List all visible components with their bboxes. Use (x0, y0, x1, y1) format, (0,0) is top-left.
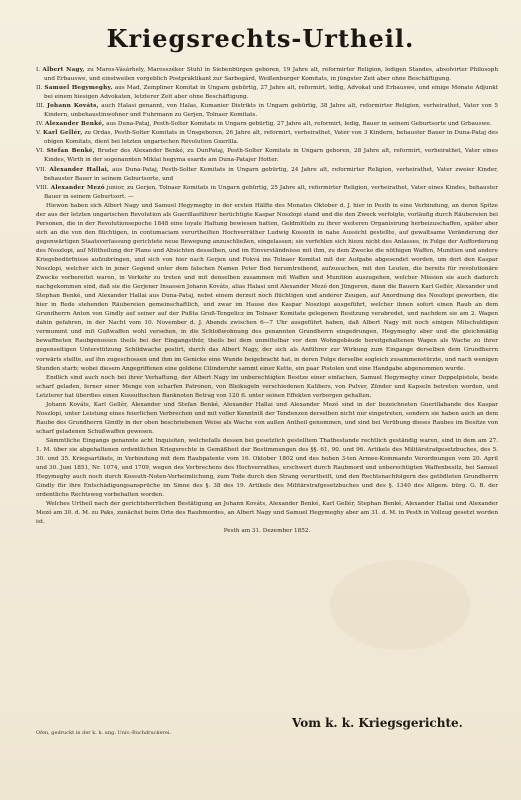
document-title: Kriegsrechts-Urtheil. (106, 24, 415, 53)
verdict-paragraph: Sämmtliche Eingangs genannte acht Inquisiten, welchefalls dessen bei gesetzlich gestelltem Thatbestande rechtlich geständig waren, sind in dem am 27. 1. M. über sie abgehaltenen ordentlichen Kriegsrechte in Gemäßheit der Bestimmungen des §§. 61, 90. und 96. Artikels des Militärstrafgesetzbuches, des 5. 30. und 35. Kriegsartikels, in Verbindung mit dem Raubpatente vom 16. Oktober 1802 und des hohen 3-ten Armee-Kommando Verordnungen vom 20. April und 30. Juni 1851, Nr. 1074, und 1709, wegen des Verbrechens des Hochverrathes, erschwert durch Raubmord und unberechtigten Waffenbesitz, bei Samuel Hegymeghy auch noch durch Kossuth-Noten-Verheimlichung, zum Tode durch den Strang verurtheilt, und den Rechtsnachfolgern des getödteten Grundherrn Gindly für ihre Entschädigungsansprüche im Sinne des §. 38 des 19. Artikels des Militärstrafgesetzbuches und des §. 1340 des Allgem. bürg. G. B. der ordentliche Rechtsweg vorbehalten worden. (36, 437, 498, 499)
defendant-entry-4 (36, 120, 498, 129)
entry-number: VIII. (36, 184, 49, 191)
defendant-name: Alexander Benké, (44, 121, 105, 128)
entry-number: IV. (36, 121, 44, 128)
printer-imprint: Ofen, gedruckt in der k. k. ung. Univ.-Buchdruckerei. (36, 730, 172, 736)
defendant-entry-1 (36, 66, 498, 84)
defendant-details: zu Maros-Vásárhely, Marosszéker Stuhl in Siebenbürgen geboren, 19 Jahre alt, reformirter Religion, ledigen Standes, absolvirter Philosoph und Erbauswe, und einstweilen vorgeblich Postpraktikant zur Sarbogárd, Weißenburger Komitats, in jüngster Zeit aber ohne Beschäftigung. (44, 67, 498, 83)
defendant-entry-3 (36, 102, 498, 120)
entry-number: VI. (36, 148, 45, 155)
defendant-details: zu Ordas, Pesth-Solter Komitats in Unsgeboren, 26 Jahre alt, reformirt, verheirathet, Vater von 3 Kindern, behauster Bauer in Duna-Pataj des obigen Komitats, dient bei letzten ungarischen Revolution Guerilla. (44, 130, 499, 146)
defendant-name: Albert Nagy, (42, 67, 85, 73)
defendant-details: aus Mad, Zempliner Komitat in Ungarn gebürtig, 27 Jahre alt, reformirt, ledig, Advokat und Erbauswe, und einige Monate Adjunkt bei einem hiesigen Advokaten, letzterer Zeit aber ohne Beschäftigung. (44, 85, 498, 101)
defendant-name: Johann Kováts, (47, 103, 99, 110)
defendant-name: Karl Gellér, (42, 130, 83, 137)
defendant-details: aus Duna-Pataj, Pesth-Solter Komitats in Ungarn gebürtig, 27 Jahre alt, reformirt, ledig, Bauer in seinem Geburtsorte und Grbauswe. (106, 121, 492, 128)
defendant-entry-6 (36, 147, 498, 165)
entry-number: V. (36, 130, 41, 137)
verdict-paragraph: Johann Kováts, Karl Gellér, Alexander und Stefan Benké, Alexander Hallai und Alexander Mezó sind in der bezeichneten Guerillabande des Kaspar Noszlopi, unter Leistung eines feierlichen Verbrechen und mit voller Kenntniß der Tendenzen derselben nicht nur eingetreten, sondern sie haben auch an dem Raube des Grundherrn Gindly in der oben beschriebenen Weise als Wache von außen Antheil genommen, und sind bei Verübung dieses Raubes im Besitze von scharf geladenen Schußwaffen gewesen. (36, 401, 498, 435)
verdict-paragraph: Hiewon haben sich Albert Nagy und Samuel Hegymeghy in der ersten Hälfte des Monates Oktober d. J. hier in Pesth in eine Verbindung, an deren Spitze der aus der letzten ungarischen Revolution als Guerillasführer berüchtigte Kaspar Noszlopi stand und die den Zweck verfolgte, vorläufig durch Räubereien bei Personen, die in der Revolutionsepoche 1848 eine loyale Haltung bewiesen hatten, Geldmitteln zu ihrer weiteren Organisirung herbeizuschaffen, später aber sich an die von den flüchtigen, in contumaciam verurtheilten Hochverräther Ludwig Kossuth in nahe Aussicht gestellte, auf gewaltsame Veränderung der gegenwärtigen Staatsverfassung gerichtete neue Bewegung anzuschließen, eingelassen; sie verfehlen sich hiezu nicht des Anlasses, in Folge der Aufforderung des Noszlopi, auf Mittheilung der Plane und Absichten desselben, und im Einverständnisse mit ihm, zu dem Zwecke die nöthigen Waffen, Munition und andere Kriegsbedürfnisse aufzubringen, und sich von hier nach Gerjen und Fokvá ins Tolnaer Komitat mit der Aufgabe abgesendet worden, um dort den Kaspar Noszlopi, welcher sich in jener Gegend unter dem falschen Namen Peter Bod herumtreibend, aufzusuchen, mit den Leuten, die bereits für revolutionäre Zwecke vorbereitet waren, in Verkehr zu treten und mit denselben zusammen mit Waffen und Munition auszugehen, welcher Mission sie auch dadurch nachgekommen sind, daß sie die Gerjener Insassen Johann Kováts, alias Halasi und Alexander Mezó den Jüngeren, dann die Bauern Karl Gellér, Alexander und Stephan Benké, und Alexander Hallai aus Duna-Pataj, nebst einem derzeit noch flüchtigen und anderer Zeugen, auf Anordnung des Noszlopi geworben, die hier in Rede stehenden Räubereien gemeinschaftlich, und zwar im Hause des Kaspar Noszlopi ausgeführt, welcher ihnen sofort einen Raub an dem Grundherrn Anton von Gindly auf seiner auf der Pußta Groß-Tengelicz im Tolnaer Komitate gelegenen Besitzung verabredet, und nachdem sie am 2. Wagen dahin gefahren, in der Nacht vom 10. November d. J. Abends zwischen 6—7 Uhr ausgeführt haben, daß Albert Nagy mit noch einigen Mitschuldigen vermummt und mit Gußwaffen wohl versehen, in die Schloßwohnung des genannten Grundherrn eingedrungen, Hegymeghy aber und die gleichmäßig bewaffneten Raubgenossen theils bei der Eingangsthür, theils bei dem unmittelbar vor dem Wohngebäude bereitgehaltenen Wagen als Wache zu ihrer gegenseitigen Unterstützung Schildwache postirt, durch das Albert Nagy, der sich als Anführer zur Wirkung zum Eingange derselben dem Grundherrn vorwärts stellte, auf ihn zugeschossen und ihm im Genicke eine Wunde beigebracht hat, in deren Folge derselbe sogleich zusammenstürzte, und nach wenigen Stunden starb; wobei diesem Angegriffenen eine goldene Cilinderuhr sammt einer Kette, ein paar Pistolen und eine Handgabe abgenommen wurde. (36, 202, 498, 372)
defendant-details: junior, zu Gerjen, Tolnaer Komitats in Ungarn gebürtig, 25 Jahre alt, reformirter Religion, verheirathet, Vater eines Kindes, behauster Bauer in seinem Geburtsort. — (44, 184, 498, 200)
defendant-details: aus Duna-Pataj, Pesth-Solter Komitats in Ungarn gebürtig, 24 Jahre alt, reformirter Religion, verheirathet, Vater zweier Kinder, behauster Bauer in seinem Geburtsorte, und (44, 166, 499, 182)
entry-number: II. (36, 85, 43, 92)
defendant-name: Samuel Hegymeghy, (44, 85, 113, 92)
defendant-name: Stefan Benké, (46, 148, 95, 155)
place-date: Pesth am 31. Dezember 1852. (223, 528, 311, 535)
entry-number: III. (36, 103, 45, 110)
verdict-paragraph: Endlich sind auch noch bei ihrer Verhaftung, der Albert Nagy im unberechtigten Besitze einer einfachen, Samuel Hegymeghy einer Doppelpistole, beide scharf geladen, ferner einer Menge von scharfen Patronen, von Bleikugeln verschiedenen Kalibers, von Pulver, Zünder und Kapseln betreten worden, und Letzterer hat überdies einen Kossuthschen Banknoten Betrag von 120 fl. unter seinen Effekten verborgen gehalten. (36, 374, 498, 399)
defendant-name: Alexander Mezó (50, 184, 105, 191)
defendant-details: auch Halasi genannt, von Halas, Kumanier Distrikts in Ungarn gebürtig, 38 Jahre alt, reformirter Religion, verheirathet, Vater von 5 Kindern, unbehaustinwohner und Fuhrmann zu Gerjen, Tolnaer Komitats. (44, 103, 498, 119)
entry-number: VII. (36, 166, 47, 173)
document-body (36, 66, 498, 536)
defendant-name: Alexander Hallai, (49, 166, 110, 173)
entry-number: I. (36, 67, 41, 73)
defendant-entry-7 (36, 166, 498, 184)
verdict-paragraph: Welches Urtheil nach der gerichtsherrlichen Bestätigung an Johann Kováts, Alexander Benké, Karl Gellér, Stephan Benké, Alexander Hallai und Alexander Mezó am 30. d. M. zu Paks, zunächst beim Orte des Raubmordes, an Albert Nagy und Samuel Hegymeghy aber am 31. d. M. in Pesth in Vollzug gesetzt worden ist. (36, 501, 498, 526)
court-signature: Vom k. k. Kriegsgerichte. (292, 716, 463, 730)
defendant-entry-5 (36, 129, 498, 147)
defendant-details: Bruder des Alexander Benké, zu DunPataj, Pesth-Solter Komitats in Ungarn geboren, 28 Jahre alt, reformirt, verheirathet, Vater eines Kindes, Wirth in der sogenannten Miklai hegyma esards am Duna-Patajer Hotter. (44, 148, 499, 164)
paper-stain (330, 560, 470, 650)
defendant-entry-8 (36, 184, 498, 202)
defendant-entry-2 (36, 84, 498, 102)
